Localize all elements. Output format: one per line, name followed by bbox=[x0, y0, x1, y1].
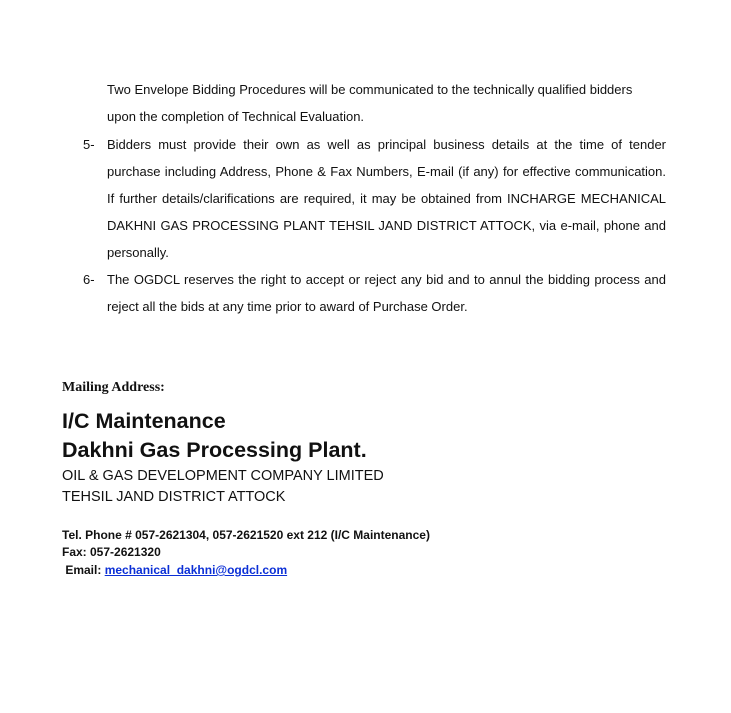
item-5-text: Bidders must provide their own as well as principal business details at the time of tender purchase including Address, Phone & Fax Numbers, E-mail (if any) for effective communication. If further details/clarifications are required, it may be obtained from INCHARGE MECHANICAL DAKHNI GAS PROCESSING PLANT TEHSIL JAND DISTRICT ATTOCK, via e-mail, phone and personally. bbox=[107, 137, 666, 260]
item-5-paragraph bbox=[107, 131, 666, 266]
intro-line-2: upon the completion of Technical Evaluation. bbox=[107, 109, 365, 124]
intro-paragraph bbox=[107, 76, 667, 130]
email-link[interactable]: mechanical_dakhni@ogdcl.com bbox=[104, 563, 288, 577]
intro-line-1: Two Envelope Bidding Procedures will be communicated to the technically qualified bidders bbox=[107, 82, 633, 97]
mailing-line-company: OIL & GAS DEVELOPMENT COMPANY LIMITED bbox=[62, 468, 384, 484]
contact-fax: Fax: 057-2621320 bbox=[62, 545, 161, 559]
mailing-line-plant: Dakhni Gas Processing Plant. bbox=[62, 438, 367, 462]
item-6-text: The OGDCL reserves the right to accept or reject any bid and to annul the bidding process and reject all the bids at any time prior to award of Purchase Order. bbox=[107, 272, 666, 314]
contact-phone: Tel. Phone # 057-2621304, 057-2621520 ext 212 (I/C Maintenance) bbox=[62, 528, 430, 542]
mailing-line-maintenance: I/C Maintenance bbox=[62, 409, 226, 433]
contact-email-row bbox=[62, 562, 287, 579]
item-6-paragraph bbox=[107, 266, 666, 320]
item-5-number: 5- bbox=[83, 137, 95, 152]
mailing-address-heading: Mailing Address: bbox=[62, 380, 165, 395]
item-6-number: 6- bbox=[83, 272, 95, 287]
email-label: Email: bbox=[62, 563, 105, 577]
mailing-line-location: TEHSIL JAND DISTRICT ATTOCK bbox=[62, 489, 286, 505]
